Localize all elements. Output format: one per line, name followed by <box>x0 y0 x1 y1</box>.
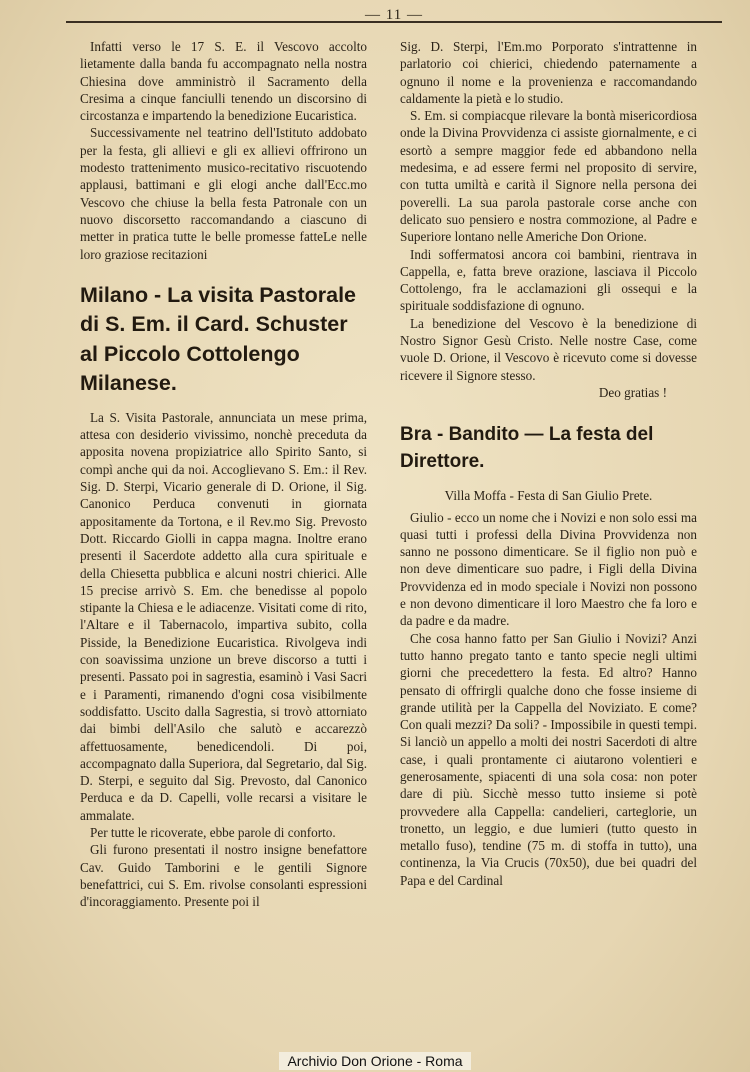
milano-paragraph-3: Gli furono presentati il nostro insigne benefattore Cav. Guido Tamborini e le gentili Signore benefattrici, cui S. Em. rivolse consolanti espressioni d'incoraggiamento. Presente poi il <box>80 842 367 910</box>
milano-paragraph-2: Per tutte le ricoverate, ebbe parole di conforto. <box>90 824 336 840</box>
bra-paragraph-2: Che cosa hanno fatto per San Giulio i Novizi? Anzi tutto hanno pregato tanto e tanto specie negli ultimi giorni che precedettero la festa. Ed altro? Hanno pensato di offrirgli qualche dono che fosse insieme di grande utilità per la Cappella del Noviziato. E come? Con quali mezzi? Da soli? - Impossibile in questi tempi. Si lanciò un appello a molti dei nostri Sacerdoti di altre case, i quali prontamente ci aiutarono volentieri e generosamente, spiacenti di una sola cosa: non poter dare di più. Sicchè messo tutto insieme si potè provvedere alla Cappella: candelieri, carteglorie, un tronetto, un leggio, e due lumieri (tutto questo in metallo fuso), tendine (75 m. di stoffa in tutto), una continenza, la Via Crucis (70x50), due bei quadri del Papa e del Cardinal <box>400 630 697 888</box>
header-rule <box>66 21 722 23</box>
article-subtitle-bra: Villa Moffa - Festa di San Giulio Prete. <box>444 488 653 504</box>
continued-paragraph-4: La benedizione del Vescovo è la benedizione di Nostro Signor Gesù Cristo. Nelle nostre Case, come vuole D. Orione, il Vescovo è ricevuto come si dovesse ricevere il Signore stesso. <box>400 315 697 383</box>
article-title-milano: Milano - La visita Pastorale di S. Em. il Card. Schuster al Piccolo Cottolengo Milanese. <box>80 282 357 396</box>
closing-deo-gratias: Deo gratias ! <box>598 384 667 400</box>
page-number: — 11 — <box>365 6 423 23</box>
milano-paragraph-1: La S. Visita Pastorale, annunciata un mese prima, attesa con desiderio vivissimo, nonchè preceduta da apposita novena propiziatrice allo Spirito Santo, si compì anche qui da noi. Accoglievano S. Em.: il Rev. Sig. D. Sterpi, Vicario generale di D. Orione, il Sig. Canonico Perduca convenuti in giornata appositamente da Tortona, e il Rev.mo Sig. Prevosto Dott. Riccardo Giolli in cappa magna. Inoltre erano presenti il Sacerdote addetto alla cura spirituale e della Chiesetta pubblica e alcuni nostri chierici. Alle 15 precise arrivò S. Em. che benedisse al popolo stipante la Chiesa e le adiacenze. Visitati come di rito, l'Altare e il Tabernacolo, impartiva subito, colla Pisside, la Benedizione Eucaristica. Rivolgeva indi con soavissima unzione un breve discorso a tutti i presenti. Passato poi in sagrestia, esaminò i Vasi Sacri e i Paramenti, rimanendo d'ogni cosa visibilmente soddisfatto. Uscito dalla Sagrestia, si trovò attorniato dai bimbi dell'Asilo che salutò e accarezzò affettuosamente, benedicendoli. Di poi, accompagnato dalla Superiora, dal Segretario, dal Sig. D. Sterpi, e seguito dal Sig. Prevosto, dal Canonico Perduca e da D. Capelli, volle recarsi a visitare le ammalate. <box>80 409 367 823</box>
archive-footer <box>0 1050 750 1072</box>
intro-paragraph-1: Infatti verso le 17 S. E. il Vescovo accolto lietamente dalla banda fu accompagnato nella nostra Chiesina dove amministrò il Sacramento della Cresima a cinque fanciulli tenendo un discorsino di circostanza e impartendo la benedizione Eucaristica. <box>80 39 367 124</box>
continued-paragraph-3: Indi soffermatosi ancora coi bambini, rientrava in Cappella, e, fatta breve orazione, lasciava il Piccolo Cottolengo, fra le acclamazioni gli ossequi e la spirituale soddisfazione di ognuno. <box>400 246 697 314</box>
archive-label: Archivio Don Orione - Roma <box>279 1052 470 1070</box>
right-column <box>400 38 697 889</box>
bra-paragraph-1: Giulio - ecco un nome che i Novizi e non solo essi ma quasi tutti i professi della Divina Provvidenza non sanno ne possono dimenticare. Se il figlio non può e non deve dimenticare suo padre, i Figli della Divina Provvidenza ed in modo speciale i Novizi non possono e non devono dimenticare il loro Maestro che fa loro e da padre e da madre. <box>400 509 697 629</box>
intro-paragraph-2: Successivamente nel teatrino dell'Istituto addobato per la festa, gli allievi e gli ex allievi offrirono un modesto trattenimento musico-recitativo riscuotendo applausi, battimani e gli elogi anche dall'Ecc.mo Vescovo che chiuse la bella festa Patronale con un nuovo discorsetto raccomandando a ciascuno di metter in pratica tutte le belle promesse fatteLe nelle loro graziose recitazioni <box>80 125 367 262</box>
continued-paragraph-1: Sig. D. Sterpi, l'Em.mo Porporato s'intrattenne in parlatorio coi chierici, chiedendo paternamente a ognuno il nome e la provenienza e raccomandando caldamente la pietà e lo studio. <box>400 39 697 106</box>
left-column <box>80 38 367 910</box>
article-title-bra: Bra - Bandito — La festa del Direttore. <box>400 424 654 473</box>
continued-paragraph-2: S. Em. si compiacque rilevare la bontà misericordiosa onde la Divina Provvidenza ci assiste giornalmente, e ci esortò a sempre maggior fede ed abbandono nella medesima, e ad essere fermi nel proposito di servire, con tutta umiltà e carità il Signore nella persona dei poverelli. La sua parola pastorale corse anche con delicato suo pensiero e nostra commozione, al Padre e Superiore lontano nelle Americhe Don Orione. <box>400 108 697 245</box>
